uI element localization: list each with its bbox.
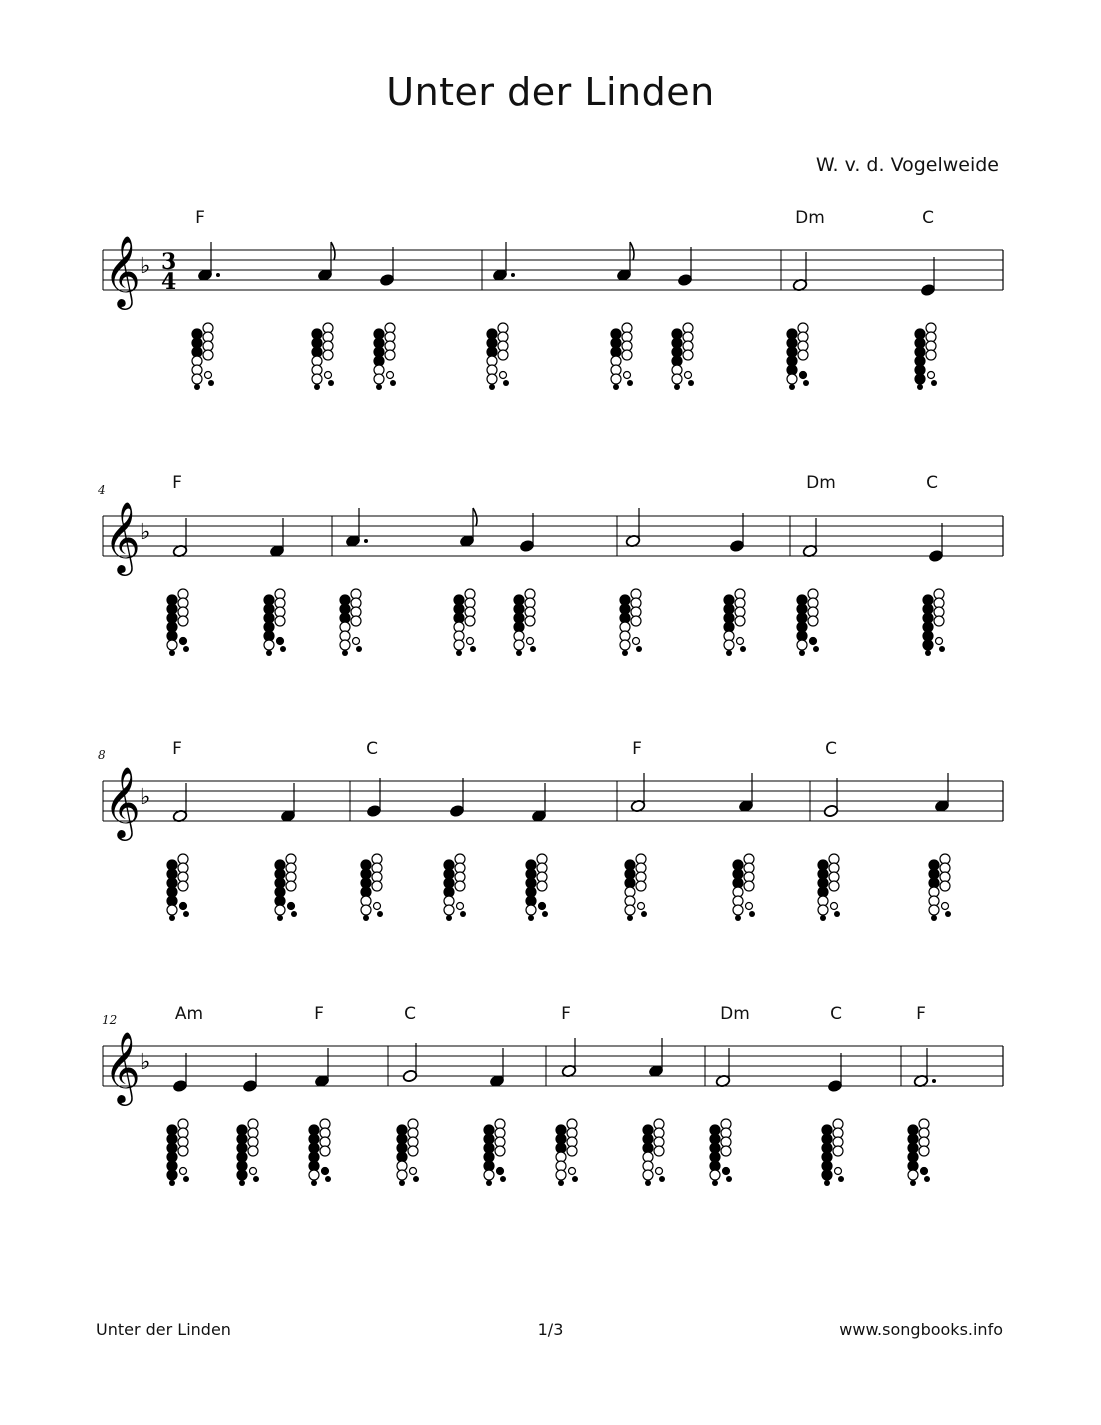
fingering-hole-small [183, 911, 189, 917]
fingering-hole-small [542, 911, 548, 917]
fingering-hole-small [376, 384, 382, 390]
chord-symbol: C [366, 739, 378, 759]
fingering-hole-small [183, 646, 189, 652]
note [366, 778, 381, 818]
fingering-hole-small [925, 650, 931, 656]
fingering-hole-small [530, 646, 536, 652]
fingering-hole-small [636, 646, 642, 652]
fingering-hole-small [931, 915, 937, 921]
fingering-chart [192, 323, 214, 390]
augmentation-dot [364, 539, 368, 543]
chord-symbol: C [926, 473, 938, 493]
fingering-hole [178, 616, 188, 626]
fingering-hole [622, 350, 632, 360]
chord-symbol: Dm [806, 473, 836, 493]
fingering-hole-small [659, 1176, 665, 1182]
fingering-hole-small [280, 646, 286, 652]
fingering-chart [611, 323, 633, 390]
fingering-hole-small [924, 1176, 930, 1182]
fingering-hole [818, 905, 828, 915]
fingering-hole-small [500, 372, 507, 379]
note [715, 1048, 730, 1088]
fingering-hole-small [740, 646, 746, 652]
fingering-hole-small [314, 384, 320, 390]
measure-number: 4 [98, 483, 106, 497]
chord-symbol: F [195, 208, 205, 228]
chord-symbol: F [632, 739, 642, 759]
fingering-hole-small [322, 1168, 329, 1175]
fingering-hole [286, 881, 296, 891]
fingering-hole-small [627, 380, 633, 386]
fingering-chart [361, 854, 383, 921]
fingering-hole-small [266, 650, 272, 656]
fingering-hole-small [810, 638, 817, 645]
fingering-hole-small [917, 384, 923, 390]
fingering-chart [923, 589, 945, 656]
chord-symbol: F [172, 739, 182, 759]
fingering-hole-small [945, 911, 951, 917]
fingering-hole [926, 350, 936, 360]
key-signature-flat: ♭ [140, 1050, 151, 1075]
fingering-hole-small [928, 372, 935, 379]
note [677, 247, 692, 287]
fingering-hole-small [800, 372, 807, 379]
fingering-hole [203, 350, 213, 360]
fingering-hole-small [749, 911, 755, 917]
fingering-hole-small [169, 650, 175, 656]
fingering-hole [526, 905, 536, 915]
fingering-hole [178, 881, 188, 891]
fingering-hole [611, 374, 621, 384]
fingering-hole-small [726, 1176, 732, 1182]
fingering-hole [721, 1146, 731, 1156]
fingering-hole-small [688, 380, 694, 386]
note [172, 783, 187, 823]
fingering-hole-small [622, 650, 628, 656]
fingering-chart [312, 323, 334, 390]
note [449, 778, 464, 818]
fingering-hole-small [169, 915, 175, 921]
chord-symbol: F [314, 1004, 324, 1024]
fingering-hole [498, 350, 508, 360]
fingering-chart [556, 1119, 578, 1186]
note [197, 242, 220, 282]
fingering-hole [237, 1170, 247, 1180]
fingering-hole [744, 881, 754, 891]
fingering-hole [192, 374, 202, 384]
fingering-hole [374, 374, 384, 384]
fingering-hole [631, 616, 641, 626]
fingering-hole-small [723, 1168, 730, 1175]
staff-system [98, 739, 1003, 921]
fingering-hole-small [470, 646, 476, 652]
fingering-hole [643, 1170, 653, 1180]
chord-symbol: C [922, 208, 934, 228]
measure-number: 12 [102, 1013, 118, 1027]
fingering-hole [178, 1146, 188, 1156]
fingering-hole-small [413, 1176, 419, 1182]
note [738, 773, 753, 813]
augmentation-dot [511, 273, 515, 277]
fingering-hole-small [569, 1168, 576, 1175]
fingering-hole-small [291, 911, 297, 917]
fingering-hole-small [374, 903, 381, 910]
fingering-hole [833, 1146, 843, 1156]
fingering-hole-small [467, 638, 474, 645]
fingering-hole [940, 881, 950, 891]
chord-symbol: F [561, 1004, 571, 1024]
fingering-hole-small [921, 1168, 928, 1175]
fingering-hole-small [931, 380, 937, 386]
fingering-hole [733, 905, 743, 915]
treble-clef: 𝄞 [104, 765, 141, 838]
fingering-hole-small [277, 915, 283, 921]
note [492, 242, 515, 282]
note [625, 508, 640, 548]
fingering-hole-small [456, 650, 462, 656]
fingering-chart [908, 1119, 930, 1186]
measure-number: 8 [98, 748, 106, 762]
fingering-hole [312, 374, 322, 384]
note [934, 773, 949, 813]
fingering-hole-small [205, 372, 212, 379]
fingering-hole-small [803, 380, 809, 386]
fingering-hole [798, 350, 808, 360]
fingering-hole-small [208, 380, 214, 386]
note [630, 773, 645, 813]
fingering-hole [672, 374, 682, 384]
fingering-hole-small [516, 650, 522, 656]
fingering-hole-small [169, 1180, 175, 1186]
fingering-hole-small [627, 915, 633, 921]
fingering-hole-small [457, 903, 464, 910]
fingering-chart [526, 854, 548, 921]
fingering-hole-small [942, 903, 949, 910]
fingering-hole [625, 905, 635, 915]
fingering-hole [248, 1146, 258, 1156]
fingering-hole-small [820, 915, 826, 921]
fingering-hole [556, 1170, 566, 1180]
fingering-hole-small [835, 1168, 842, 1175]
fingering-hole [408, 1146, 418, 1156]
fingering-hole-small [387, 372, 394, 379]
fingering-hole [484, 1170, 494, 1180]
fingering-hole-small [558, 1180, 564, 1186]
note [519, 513, 534, 553]
fingering-hole [455, 881, 465, 891]
fingering-hole-small [239, 1180, 245, 1186]
fingering-hole [822, 1170, 832, 1180]
fingering-hole [829, 881, 839, 891]
fingering-hole [275, 616, 285, 626]
fingering-hole-small [939, 646, 945, 652]
fingering-hole [915, 374, 925, 384]
fingering-hole-small [288, 903, 295, 910]
fingering-hole [264, 640, 274, 650]
key-signature-flat: ♭ [140, 785, 151, 810]
note [729, 513, 744, 553]
note [823, 778, 838, 818]
fingering-hole-small [831, 903, 838, 910]
fingering-chart [167, 854, 189, 921]
fingering-hole-small [633, 638, 640, 645]
key-signature-flat: ♭ [140, 254, 151, 279]
fingering-hole [683, 350, 693, 360]
chord-symbol: C [825, 739, 837, 759]
fingering-hole [397, 1170, 407, 1180]
fingering-hole [525, 616, 535, 626]
fingering-hole [654, 1146, 664, 1156]
fingering-chart [625, 854, 647, 921]
fingering-hole-small [311, 1180, 317, 1186]
fingering-chart [724, 589, 746, 656]
fingering-hole [465, 616, 475, 626]
fingering-hole [385, 350, 395, 360]
fingering-hole [372, 881, 382, 891]
note [561, 1038, 576, 1078]
augmentation-dot [216, 273, 220, 277]
fingering-hole [923, 640, 933, 650]
staff-system [102, 1004, 1003, 1186]
fingering-hole [808, 616, 818, 626]
fingering-hole [908, 1170, 918, 1180]
fingering-chart [397, 1119, 419, 1186]
fingering-hole-small [486, 1180, 492, 1186]
fingering-chart [444, 854, 466, 921]
note [792, 252, 807, 292]
fingering-hole [495, 1146, 505, 1156]
fingering-chart [733, 854, 755, 921]
note [827, 1053, 842, 1093]
note [242, 1053, 257, 1093]
fingering-hole-small [377, 911, 383, 917]
key-signature-flat: ♭ [140, 520, 151, 545]
note [317, 242, 335, 282]
treble-clef: 𝄞 [104, 1030, 141, 1103]
fingering-hole [309, 1170, 319, 1180]
note [648, 1038, 663, 1078]
fingering-chart [167, 589, 189, 656]
note [928, 523, 943, 563]
fingering-chart [514, 589, 536, 656]
augmentation-dot [932, 1079, 936, 1083]
staff-system [97, 473, 1003, 656]
note [402, 1043, 417, 1083]
fingering-hole-small [735, 915, 741, 921]
fingering-hole-small [503, 380, 509, 386]
fingering-hole-small [399, 1180, 405, 1186]
fingering-hole [167, 905, 177, 915]
note [616, 242, 634, 282]
fingering-hole [275, 905, 285, 915]
note [314, 1048, 329, 1088]
fingering-chart [929, 854, 951, 921]
fingering-hole [340, 640, 350, 650]
fingering-hole [636, 881, 646, 891]
fingering-hole-small [363, 915, 369, 921]
fingering-hole-small [685, 372, 692, 379]
fingering-hole [514, 640, 524, 650]
fingering-chart [915, 323, 937, 390]
fingering-chart [787, 323, 809, 390]
fingering-hole [351, 616, 361, 626]
fingering-hole-small [180, 1168, 187, 1175]
fingering-hole-small [500, 1176, 506, 1182]
fingering-chart [340, 589, 362, 656]
fingering-chart [237, 1119, 259, 1186]
note [531, 783, 546, 823]
fingering-hole-small [674, 384, 680, 390]
fingering-hole-small [328, 380, 334, 386]
treble-clef: 𝄞 [104, 234, 141, 307]
footer-website: www.songbooks.info [839, 1320, 1003, 1339]
time-signature-numerator: 3 [161, 249, 177, 275]
fingering-hole [797, 640, 807, 650]
fingering-hole-small [789, 384, 795, 390]
fingering-hole-small [390, 380, 396, 386]
fingering-hole [444, 905, 454, 915]
fingering-hole-small [489, 384, 495, 390]
note [172, 518, 187, 558]
fingering-hole-small [356, 646, 362, 652]
fingering-chart [275, 854, 297, 921]
fingering-hole-small [624, 372, 631, 379]
fingering-chart [822, 1119, 844, 1186]
note [489, 1048, 504, 1088]
fingering-hole [620, 640, 630, 650]
song-title: Unter der Linden [386, 70, 715, 114]
fingering-hole-small [194, 384, 200, 390]
footer-title: Unter der Linden [96, 1320, 231, 1339]
fingering-hole-small [277, 638, 284, 645]
fingering-chart [797, 589, 819, 656]
fingering-chart [484, 1119, 506, 1186]
fingering-hole-small [572, 1176, 578, 1182]
fingering-hole-small [813, 646, 819, 652]
fingering-hole [323, 350, 333, 360]
fingering-hole [929, 905, 939, 915]
note [172, 1053, 187, 1093]
fingering-hole-small [353, 638, 360, 645]
fingering-hole-small [180, 638, 187, 645]
composer: W. v. d. Vogelweide [815, 154, 999, 176]
fingering-hole-small [539, 903, 546, 910]
fingering-hole [710, 1170, 720, 1180]
fingering-hole-small [838, 1176, 844, 1182]
fingering-chart [818, 854, 840, 921]
fingering-chart [620, 589, 642, 656]
chord-symbol: Dm [795, 208, 825, 228]
fingering-hole-small [325, 1176, 331, 1182]
fingering-hole [787, 374, 797, 384]
fingering-hole-small [824, 1180, 830, 1186]
fingering-hole-small [726, 650, 732, 656]
chord-symbol: Dm [720, 1004, 750, 1024]
fingering-hole-small [712, 1180, 718, 1186]
fingering-chart [167, 1119, 189, 1186]
fingering-hole [320, 1146, 330, 1156]
chord-symbol: F [916, 1004, 926, 1024]
fingering-chart [374, 323, 396, 390]
fingering-hole [567, 1146, 577, 1156]
fingering-hole-small [799, 650, 805, 656]
note [913, 1048, 936, 1088]
fingering-hole [487, 374, 497, 384]
fingering-hole-small [250, 1168, 257, 1175]
fingering-chart [264, 589, 286, 656]
fingering-hole-small [253, 1176, 259, 1182]
fingering-hole-small [410, 1168, 417, 1175]
fingering-hole-small [528, 915, 534, 921]
fingering-hole-small [460, 911, 466, 917]
fingering-hole-small [936, 638, 943, 645]
fingering-hole-small [325, 372, 332, 379]
fingering-hole-small [737, 638, 744, 645]
fingering-hole [361, 905, 371, 915]
fingering-hole [454, 640, 464, 650]
fingering-hole [167, 640, 177, 650]
fingering-hole-small [910, 1180, 916, 1186]
treble-clef: 𝄞 [104, 500, 141, 573]
fingering-hole-small [446, 915, 452, 921]
fingering-hole-small [497, 1168, 504, 1175]
note [269, 518, 284, 558]
time-signature-denominator: 4 [161, 269, 177, 295]
fingering-hole [735, 616, 745, 626]
chord-symbol: C [404, 1004, 416, 1024]
fingering-hole [537, 881, 547, 891]
fingering-hole [934, 616, 944, 626]
fingering-chart [672, 323, 694, 390]
note [379, 247, 394, 287]
chord-symbol: C [830, 1004, 842, 1024]
fingering-chart [710, 1119, 732, 1186]
note [459, 508, 477, 548]
fingering-hole-small [656, 1168, 663, 1175]
fingering-hole-small [342, 650, 348, 656]
fingering-hole [919, 1146, 929, 1156]
fingering-hole-small [527, 638, 534, 645]
fingering-hole-small [613, 384, 619, 390]
fingering-hole-small [180, 903, 187, 910]
note [920, 257, 935, 297]
fingering-hole-small [183, 1176, 189, 1182]
fingering-chart [454, 589, 476, 656]
fingering-hole-small [641, 911, 647, 917]
fingering-hole [724, 640, 734, 650]
fingering-chart [309, 1119, 331, 1186]
note [802, 518, 817, 558]
chord-symbol: Am [174, 1004, 204, 1024]
fingering-chart [487, 323, 509, 390]
fingering-hole-small [746, 903, 753, 910]
page-number: 1/3 [537, 1320, 564, 1339]
note [280, 783, 295, 823]
fingering-hole-small [834, 911, 840, 917]
note [345, 508, 368, 548]
fingering-chart [643, 1119, 665, 1186]
staff-system [103, 208, 1003, 390]
fingering-hole-small [645, 1180, 651, 1186]
fingering-hole [167, 1170, 177, 1180]
fingering-hole-small [638, 903, 645, 910]
chord-symbol: F [172, 473, 182, 493]
